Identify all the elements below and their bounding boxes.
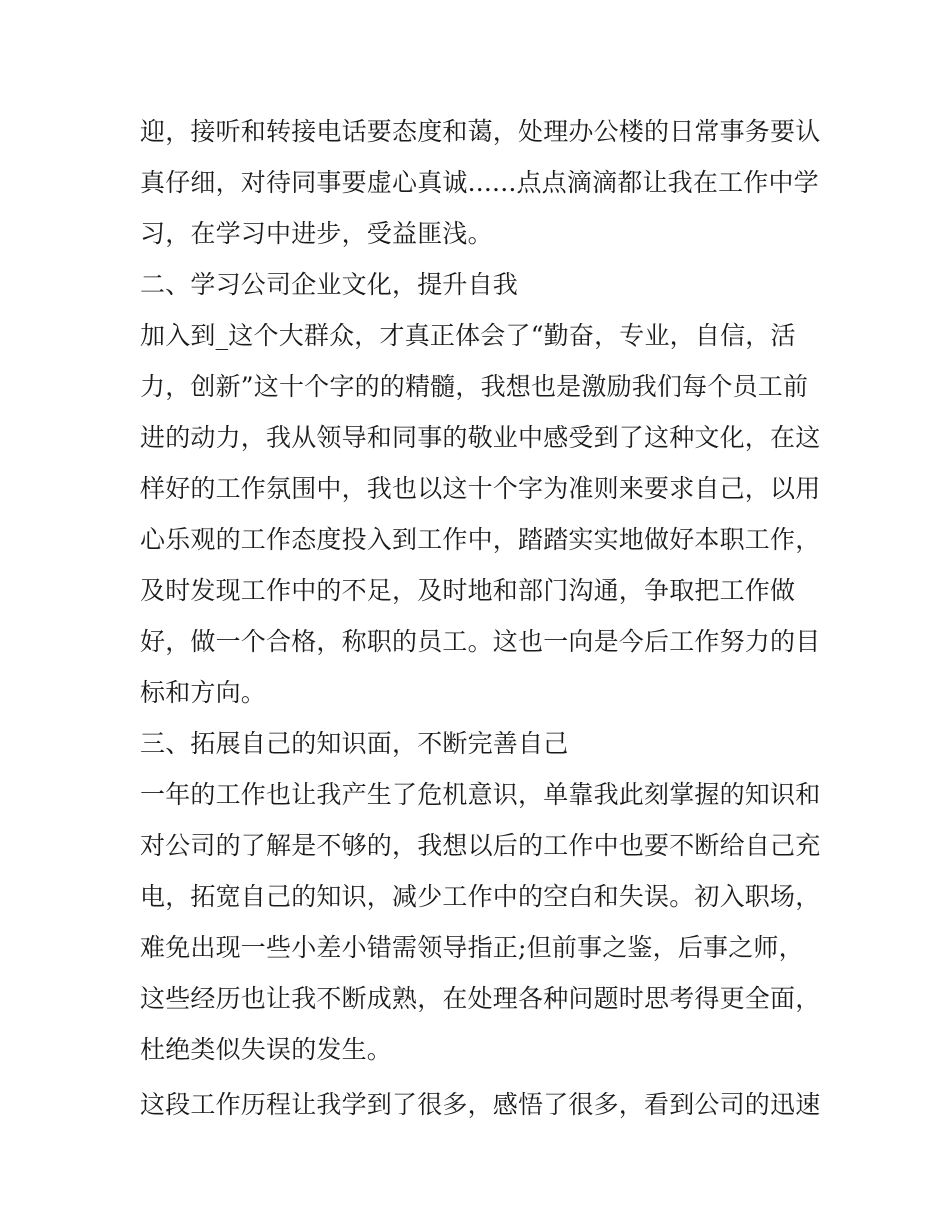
text-line: 真仔细，对待同事要虚心真诚......点点滴滴都让我在工作中学 bbox=[140, 168, 819, 197]
section-heading-3: 三、拓展自己的知识面，不断完善自己 bbox=[140, 729, 569, 758]
text-line: 对公司的了解是不够的，我想以后的工作中也要不断给自己充 bbox=[140, 831, 820, 860]
text-line: 一年的工作也让我产生了危机意识，单靠我此刻掌握的知识和 bbox=[140, 780, 820, 809]
text-line: 心乐观的工作态度投入到工作中，踏踏实实地做好本职工作， bbox=[140, 525, 820, 554]
document-page bbox=[140, 106, 820, 1130]
text-line: 这些经历也让我不断成熟，在处理各种问题时思考得更全面， bbox=[140, 984, 820, 1013]
text-line: 进的动力，我从领导和同事的敬业中感受到了这种文化，在这 bbox=[140, 423, 820, 452]
text-line: 加入到_这个大群众，才真正体会了“勤奋，专业，自信，活 bbox=[140, 321, 796, 350]
text-line: 这段工作历程让我学到了很多，感悟了很多，看到公司的迅速 bbox=[140, 1090, 820, 1119]
text-line: 及时发现工作中的不足，及时地和部门沟通，争取把工作做 bbox=[140, 576, 796, 605]
text-line: 好，做一个合格，称职的员工。这也一向是今后工作努力的目 bbox=[140, 627, 820, 656]
section-heading-2: 二、学习公司企业文化，提升自我 bbox=[140, 270, 519, 299]
text-line: 杜绝类似失误的发生。 bbox=[140, 1035, 393, 1064]
text-line: 样好的工作氛围中，我也以这十个字为准则来要求自己，以用 bbox=[140, 474, 820, 503]
text-line: 难免出现一些小差小错需领导指正;但前事之鉴，后事之师， bbox=[140, 933, 804, 962]
text-line: 习，在学习中进步，受益匪浅。 bbox=[140, 219, 493, 248]
text-line: 电，拓宽自己的知识，减少工作中的空白和失误。初入职场， bbox=[140, 882, 820, 911]
text-line: 迎，接听和转接电话要态度和蔼，处理办公楼的日常事务要认 bbox=[140, 117, 820, 146]
text-line: 标和方向。 bbox=[140, 678, 267, 707]
text-line: 力，创新”这十个字的的精髓，我想也是激励我们每个员工前 bbox=[140, 372, 809, 401]
